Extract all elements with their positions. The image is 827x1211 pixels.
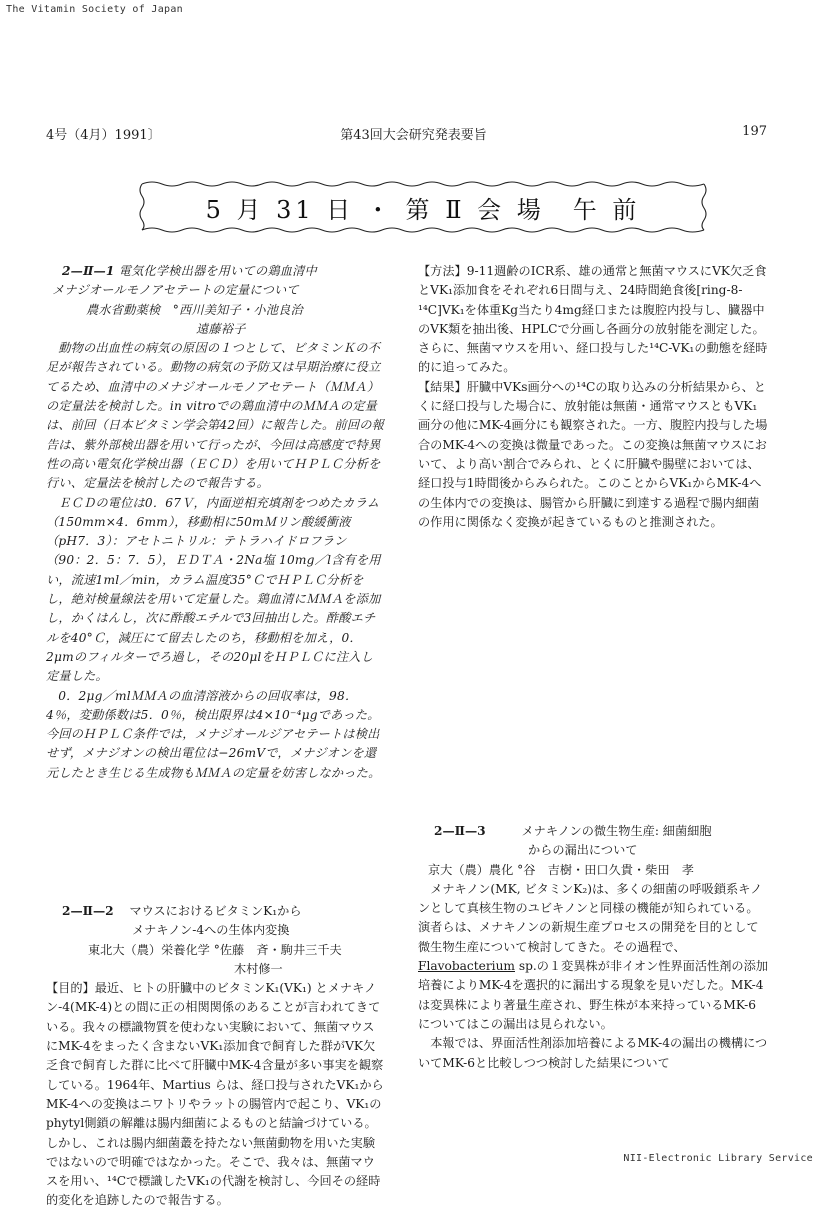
abstract-id: 2—Ⅱ—2	[62, 904, 114, 918]
paragraph-text: sp.の１変異株が非イオン性界面活性剤の添加培養によりMK-4を選択的に漏出する現象を見いだした。MK-4は変異株により著量生産され、野生株が本来持っているMK-6についてはこの漏出は見られない。	[418, 959, 768, 1031]
session-title: 5 月 31 日 ・ 第 Ⅱ 会 場 午 前	[205, 195, 641, 224]
abstract-title-line1: 電気化学検出器を用いての鶏血清中	[118, 264, 317, 278]
right-column	[418, 262, 768, 532]
issue-info: 4号（4月）1991〕	[46, 128, 161, 143]
page-number: 197	[742, 124, 767, 139]
abstract-title-line1: メナキノンの微生物生産: 細菌細胞	[521, 824, 712, 838]
abstract-authors: 農水省動薬検 °西川美知子・小池良治	[86, 302, 303, 317]
library-label: NII-Electronic Library Service	[623, 1153, 813, 1164]
paragraph-text: メナキノン(MK, ビタミンK₂)は、多くの細菌の呼吸鎖系キノンとして真核生物のユビキノンと同様の機能が知られている。演者らは、メナキノンの新規生産プロセスの開発を目的として微生物生産について検討してきた。その過程で、	[418, 881, 763, 954]
abstract-paragraph	[418, 880, 768, 1034]
abstract-id: 2—Ⅱ—3	[434, 824, 486, 838]
left-column	[46, 262, 384, 783]
abstract-paragraph: 動物の出血性の病気の原因の１つとして、ビタミンＫの不足が報告されている。動物の病気の予防又は早期治療に役立てるため、血清中のメナジオールモノアセテート（ＭＭＡ）の定量法を検討した。in vitroでの鶏血清中のＭＭＡの定量は、前回（日本ビタミン学会第42回）に報告した。前回の報告は、紫外部検出器を用いて行ったが、今回は高感度で特異性の高い電気化学検出器（ＥＣＤ）を用いてＨＰＬＣ分析を行い、定量法を検討したので報告する。	[46, 341, 384, 491]
genus-name: Flavobacterium	[418, 959, 515, 974]
left-column-lower	[46, 902, 384, 1211]
abstract-paragraph: 0．2μg／mlＭＭＡの血清溶液からの回収率は，98．4％，変動係数は5．0％，検出限界は4×10⁻⁴μgであった。今回のＨＰＬＣ条件では，メナジオールジアセテートは検出せず，メナジオンの検出電位は−26mVで，メナジオンを還元したとき生じる生成物もＭＭＡの定量を妨害しなかった。	[46, 688, 381, 780]
right-column-lower	[418, 822, 768, 1073]
abstract-title-line2: メナジオールモノアセテートの定量について	[52, 283, 299, 298]
abstract-paragraph: 【結果】肝臓中VKs画分への¹⁴Cの取り込みの分析結果から、とくに経口投与した場合に、放射能は無菌・通常マウスともVK₁画分の他にMK-4画分にも観察された。一方、腹腔内投与した場合のMK-4への変換は微量であった。この変換は無菌マウスにおいて、より高い割合でみられ、とくに肝臓や腸壁においては、経口投与1時間後からみられた。このことからVK₁からMK-4への生体内での変換は、腸管から肝臓に到達する過程で腸内細菌の作用に関係なく変換が起きているものと推測された。	[418, 379, 768, 529]
abstract-authors: 東北大（農）栄養化学 °佐藤 斉・駒井三千夫	[88, 942, 342, 957]
abstract-2-II-2	[46, 902, 384, 1211]
abstract-title	[46, 262, 384, 281]
abstract-title-line1: マウスにおけるビタミンK₁から	[129, 904, 302, 918]
archive-label: The Vitamin Society of Japan	[6, 4, 183, 15]
abstract-id: 2—Ⅱ—1	[62, 264, 115, 278]
abstract-authors: 京大（農）農化 °谷 吉樹・田口久貴・柴田 孝	[428, 862, 694, 877]
abstract-2-II-3	[418, 822, 768, 1073]
abstract-paragraph: 【目的】最近、ヒトの肝臓中のビタミンK₁(VK₁) とメナキノン-4(MK-4)との間に正の相関関係のあることが言われてきている。我々の標識物質を使わない実験において、無菌マウスにMK-4をまったく含まないVK₁添加食で飼育した群がVK欠乏食で飼育した群に比べて肝臓中MK-4含量が多い事実を観察している。1964年、Martius らは、経口投与されたVK₁からMK-4への変換はニワトリやラットの腸管内で起こり、VK₁のphytyl側鎖の解離は腸内細菌によるものと結論づけている。しかし、これは腸内細菌叢を持たない無菌動物を用いた実験ではないので明確ではなかった。そこで、我々は、無菌マウスを用い、¹⁴Cで標識したVK₁の代謝を検討し、今回その経時的変化を追跡したので報告する。	[46, 981, 384, 1208]
abstract-2-II-1	[46, 262, 384, 783]
running-header: 第43回大会研究発表要旨	[340, 128, 487, 143]
abstract-title	[46, 902, 384, 921]
abstract-authors-2: 遠藤裕子	[196, 321, 246, 336]
abstract-authors-2: 木村修一	[234, 961, 283, 976]
abstract-title-line2: からの漏出について	[528, 843, 638, 858]
abstract-paragraph: 本報では、界面活性剤添加培養によるMK-4の漏出の機構についてMK-6と比較しつつ検討した結果について	[418, 1036, 768, 1070]
abstract-title-line2: メナキノン-4への生体内変換	[132, 923, 290, 938]
session-banner	[138, 180, 708, 234]
abstract-paragraph: ＥＣＤの電位は0．67Ｖ，内面逆相充填剤をつめたカラム（150mm×4．6mm），移動相に50mＭリン酸緩衝液（pH7．3）：アセトニトリル：テトラハイドロフラン（90：2．5：7．5），ＥＤＴＡ・2Na塩 10mg／l含有を用い，流速1ml／min，カラム温度35°ＣでＨＰＬＣ分析をし，絶対検量線法を用いて定量した。鶏血清にＭＭＡを添加し，かくはんし，次に酢酸エチルで3回抽出した。酢酸エチルを40°Ｃ，減圧にて留去したのち，移動相を加え，0．2μmのフィルターでろ過し，その20μlをＨＰＬＣに注入し定量した。	[46, 495, 381, 684]
abstract-paragraph: 【方法】9-11週齢のICR系、雄の通常と無菌マウスにVK欠乏食とVK₁添加食をそれぞれ6日間与え、24時間絶食後[ring-8-¹⁴C]VK₁を体重Kg当たり4mg経口または腹腔内投与し、臓器中のVK類を抽出後、HPLCで分画し各画分の放射能を測定した。さらに、無菌マウスを用い、経口投与した¹⁴C-VK₁の動態を経時的に追ってみた。	[418, 264, 768, 375]
abstract-title	[418, 822, 768, 841]
